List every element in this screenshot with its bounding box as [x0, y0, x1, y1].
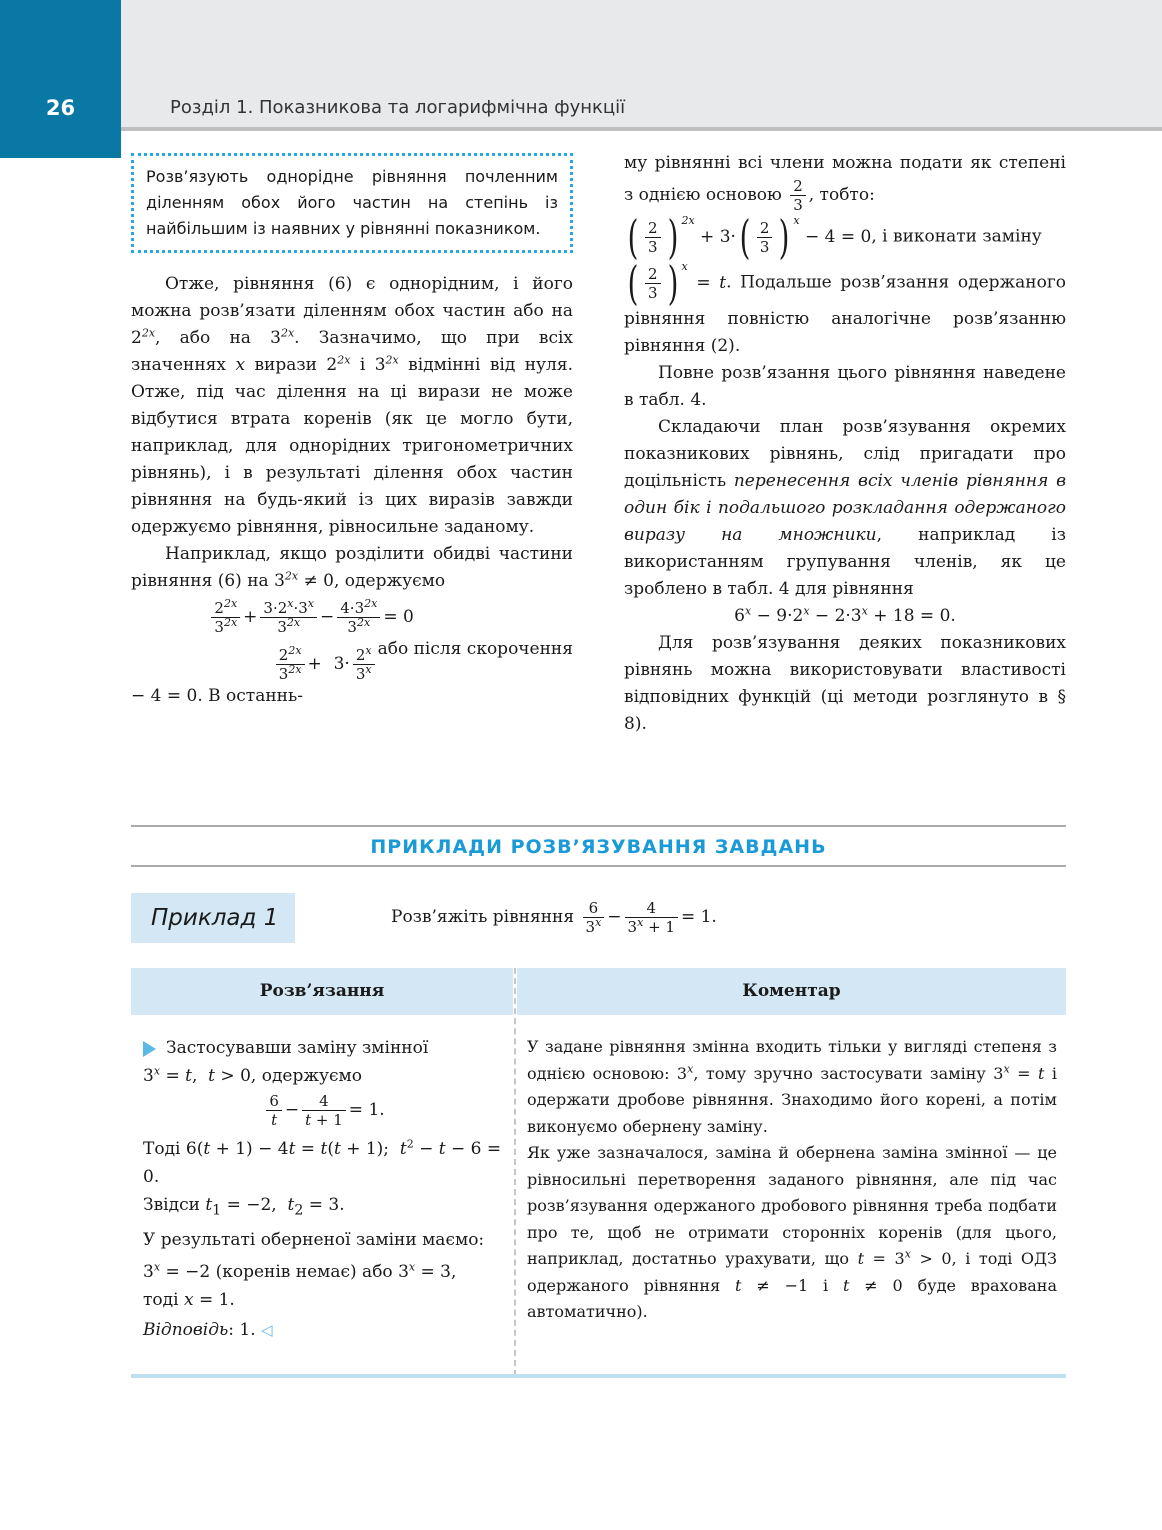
page-number: 26	[45, 96, 76, 120]
formula-reduced: $\frac{2^{2x}}{3^{2x}}$ + 3· $\frac{2^x}{3^x}$ − 4 = 0. В останнь-	[131, 646, 573, 710]
header-solution: Розв’язання	[131, 968, 513, 1015]
example-label: Приклад 1	[131, 893, 295, 943]
paragraph-example: Наприклад, якщо розділити обидві частини рівняння (6) на $3^{2x} \ne 0$, одержуємо	[131, 544, 573, 591]
triangle-marker-icon	[143, 1041, 156, 1057]
section-title: ПРИКЛАДИ РОЗВ’ЯЗУВАННЯ ЗАВДАНЬ	[131, 825, 1066, 867]
formula-divided: $\frac{2^{2x}}{3^{2x}}$ + $\frac{3\cdot 2^x\cdot 3^x}{3^{2x}}$ − $\frac{4\cdot 3^{2x}}{3^{2x}}$ = 0 або після скорочення	[131, 599, 573, 636]
paragraph-substitution: му рівнянні всі члени можна подати як степені з однією основою $\frac{2}{3}$ , тобто: ( $\frac{2}{3}$ ) $^{2x}$ + 3·( $\frac{2}{3}$ ) $^x$ − 4 = 0, і виконати заміну ( $\frac{2}{3}$ ) $^x$ = t. Подальше розв’язання одержаного рівняння повністю аналогічне розв’язанню рівняння (2).	[624, 153, 1066, 356]
comment-cell: У задане рівняння змінна входить тільки у вигляді степеня з однією основою: 3$^x$, тому зручно застосувати заміну $3^x = t$ і одержати дробове рівняння. Знаходимо його корені, а потім виконуємо обернену заміну. Як уже зазначалося, заміна й обернена заміна змінної — це рівносильні перетворення заданого рівняння, але під час розв’язування одержаного дробового рівняння треба подбати про те, щоб не отримати сторонніх коренів (для цього, наприклад, достатньо урахувати, що $t = 3^x > 0$, і тоді ОДЗ одержаного рівняння t ≠ −1 і t ≠ 0 буде врахована автоматично).	[527, 1037, 1058, 1321]
paragraph-functions: Для розв’язування деяких показникових рівнянь можна використовувати властивості відповідних функцій (ці методи розглянуто в § 8).	[624, 633, 1066, 734]
chapter-title: Розділ 1. Показникова та логарифмічна функції	[170, 97, 626, 118]
note-box: Розв’язують однорідне рівняння почленним діленням обох його частин на степінь із найбільшим із наявних у рівнянні показником.	[131, 153, 573, 253]
paragraph-table-ref: Повне розв’язання цього рівняння наведене в табл. 4.	[624, 363, 1066, 410]
page-number-block	[0, 0, 121, 158]
right-column	[624, 150, 1066, 738]
paragraph-plan: Складаючи план розв’язування окремих показникових рівнянь, слід пригадати про доцільність перенесення всіх членів рівняння в один бік і подальшого розкладання одержаного виразу на множники, наприклад із використанням групування членів, як це зроблено в табл. 4 для рівняння	[624, 417, 1066, 599]
left-column	[131, 150, 573, 710]
example-task: Розв’яжіть рівняння $\frac{6}{3^x}$ − $\frac{4}{3^x + 1}$ = 1.	[391, 899, 717, 936]
end-marker-icon: ◁	[261, 1321, 273, 1340]
header-comment: Коментар	[517, 968, 1066, 1015]
column-divider	[514, 968, 516, 1376]
solution-cell: Застосувавши заміну змінної $3^x = t$, t > 0, одержуємо $\frac{6}{t}$ − $\frac{4}{t + 1}$ = 1. Тоді 6(t + 1) − 4t = t(t + 1); $t^2 - t - 6 = 0$. Звідси $t_1 = -2$, $t_2 = 3$. У результаті оберненої заміни маємо: $3^x = -2$ (коренів немає) або $3^x = 3$, тоді x = 1. Відповідь: 1. ◁	[143, 1038, 502, 1341]
table-bottom-border	[131, 1374, 1066, 1378]
paragraph-homogeneous: Отже, рівняння (6) є однорідним, і його можна розв’язати діленням обох частин або на $2^{2x}$, або на $3^{2x}$. Зазначимо, що при всіх значеннях x вирази $2^{2x}$ і $3^{2x}$ відмінні від нуля. Отже, під час ділення на ці вирази не може відбутися втрата коренів (як це могло бути, наприклад, для однорідних тригонометричних рівнянь), і в результаті ділення обох частин рівняння на будь-який із цих виразів завжди одержуємо рівняння, рівносильне заданому.	[131, 274, 574, 537]
solution-table	[131, 968, 1066, 1378]
equation-grouping: $6^x - 9\cdot 2^x - 2\cdot 3^x + 18 = 0$.	[734, 604, 956, 626]
